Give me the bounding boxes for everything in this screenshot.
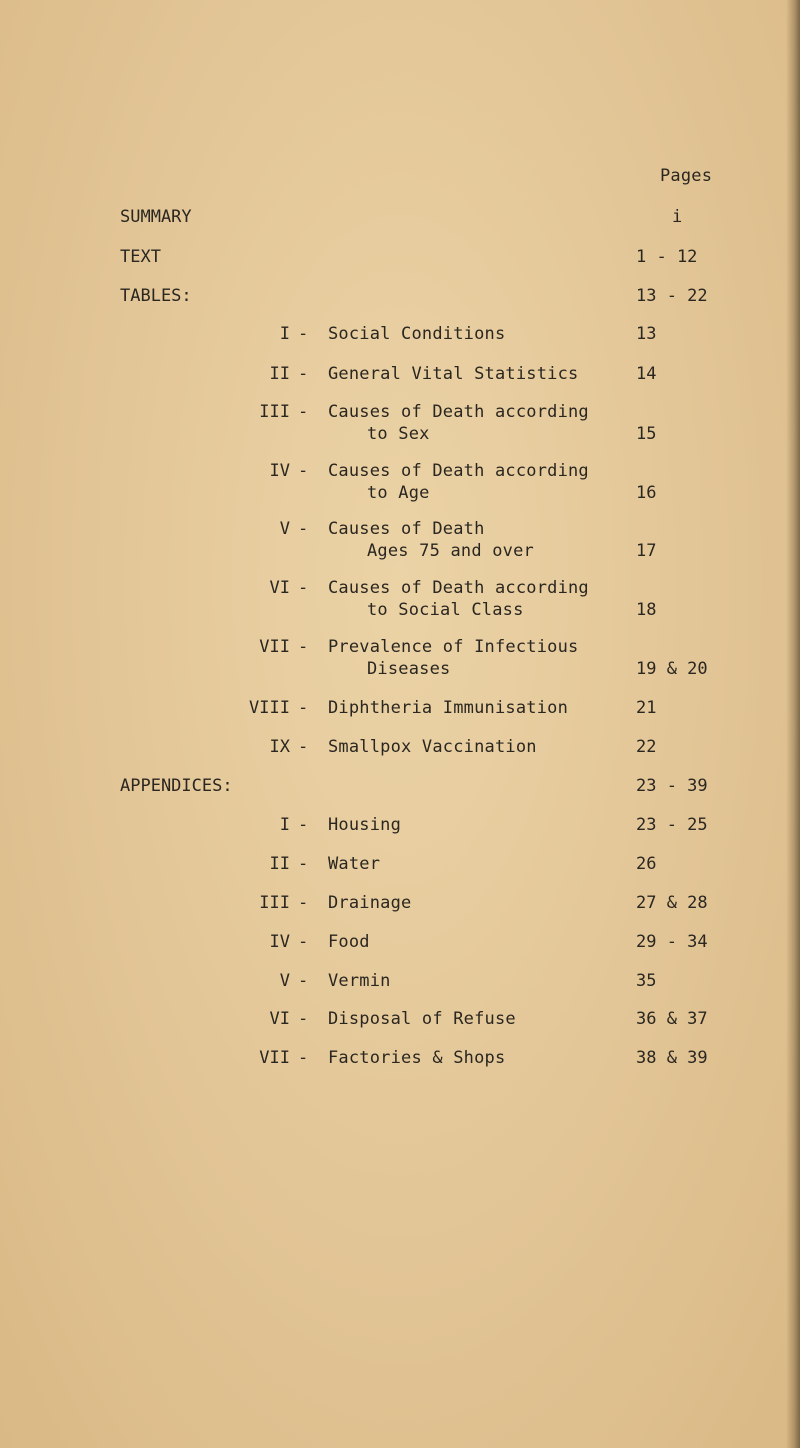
table-title-continued: to Sex — [367, 424, 430, 444]
separator-dash: - — [298, 461, 309, 481]
table-pages: 15 — [636, 424, 657, 444]
table-pages: 16 — [636, 483, 657, 503]
appendix-number: III — [259, 893, 290, 913]
section-label-summary: SUMMARY — [120, 207, 192, 227]
section-label-text: TEXT — [120, 247, 161, 267]
separator-dash: - — [298, 893, 309, 913]
table-title-continued: to Age — [367, 483, 430, 503]
appendix-pages: 38 & 39 — [636, 1048, 708, 1068]
appendix-number: VII — [259, 1048, 290, 1068]
separator-dash: - — [298, 1009, 309, 1029]
table-pages: 18 — [636, 600, 657, 620]
section-label-appendices: APPENDICES: — [120, 776, 233, 796]
appendix-title: Water — [328, 854, 381, 874]
table-number: VII — [259, 637, 290, 657]
separator-dash: - — [298, 932, 309, 952]
table-number: II — [269, 364, 290, 384]
table-title-continued: to Social Class — [367, 600, 524, 620]
separator-dash: - — [298, 854, 309, 874]
table-title-continued: Ages 75 and over — [367, 541, 534, 561]
table-pages: 19 & 20 — [636, 659, 708, 679]
section-pages-summary: i — [672, 207, 683, 227]
pages-column-header: Pages — [660, 166, 713, 186]
separator-dash: - — [298, 1048, 309, 1068]
table-number: IV — [269, 461, 290, 481]
appendix-number: V — [279, 971, 290, 991]
table-pages: 13 — [636, 324, 657, 344]
table-title: Social Conditions — [328, 324, 506, 344]
page-edge-shadow — [786, 0, 800, 1448]
table-title: Causes of Death according — [328, 461, 589, 481]
table-title: Diphtheria Immunisation — [328, 698, 569, 718]
table-title: Causes of Death according — [328, 578, 589, 598]
table-title: Causes of Death — [328, 519, 485, 539]
table-number: III — [259, 402, 290, 422]
appendix-pages: 23 - 25 — [636, 815, 708, 835]
appendix-number: VI — [269, 1009, 290, 1029]
table-pages: 14 — [636, 364, 657, 384]
table-title-continued: Diseases — [367, 659, 451, 679]
appendix-number: IV — [269, 932, 290, 952]
separator-dash: - — [298, 324, 309, 344]
appendix-title: Factories & Shops — [328, 1048, 506, 1068]
table-title: Smallpox Vaccination — [328, 737, 537, 757]
table-title: Prevalence of Infectious — [328, 637, 579, 657]
separator-dash: - — [298, 698, 309, 718]
appendix-title: Food — [328, 932, 370, 952]
separator-dash: - — [298, 519, 309, 539]
section-pages-tables: 13 - 22 — [636, 286, 708, 306]
table-number: I — [279, 324, 290, 344]
separator-dash: - — [298, 815, 309, 835]
table-pages: 21 — [636, 698, 657, 718]
appendix-title: Drainage — [328, 893, 412, 913]
separator-dash: - — [298, 637, 309, 657]
table-number: V — [279, 519, 290, 539]
table-number: VI — [269, 578, 290, 598]
section-pages-appendices: 23 - 39 — [636, 776, 708, 796]
separator-dash: - — [298, 402, 309, 422]
appendix-number: II — [269, 854, 290, 874]
separator-dash: - — [298, 971, 309, 991]
appendix-title: Housing — [328, 815, 402, 835]
table-number: VIII — [249, 698, 290, 718]
appendix-pages: 26 — [636, 854, 657, 874]
section-label-tables: TABLES: — [120, 286, 192, 306]
appendix-pages: 36 & 37 — [636, 1009, 708, 1029]
appendix-title: Vermin — [328, 971, 391, 991]
separator-dash: - — [298, 578, 309, 598]
table-pages: 17 — [636, 541, 657, 561]
appendix-pages: 27 & 28 — [636, 893, 708, 913]
appendix-number: I — [279, 815, 290, 835]
separator-dash: - — [298, 737, 309, 757]
table-title: Causes of Death according — [328, 402, 589, 422]
table-title: General Vital Statistics — [328, 364, 579, 384]
table-number: IX — [269, 737, 290, 757]
appendix-pages: 29 - 34 — [636, 932, 708, 952]
appendix-pages: 35 — [636, 971, 657, 991]
table-pages: 22 — [636, 737, 657, 757]
section-pages-text: 1 - 12 — [636, 247, 698, 267]
appendix-title: Disposal of Refuse — [328, 1009, 516, 1029]
separator-dash: - — [298, 364, 309, 384]
